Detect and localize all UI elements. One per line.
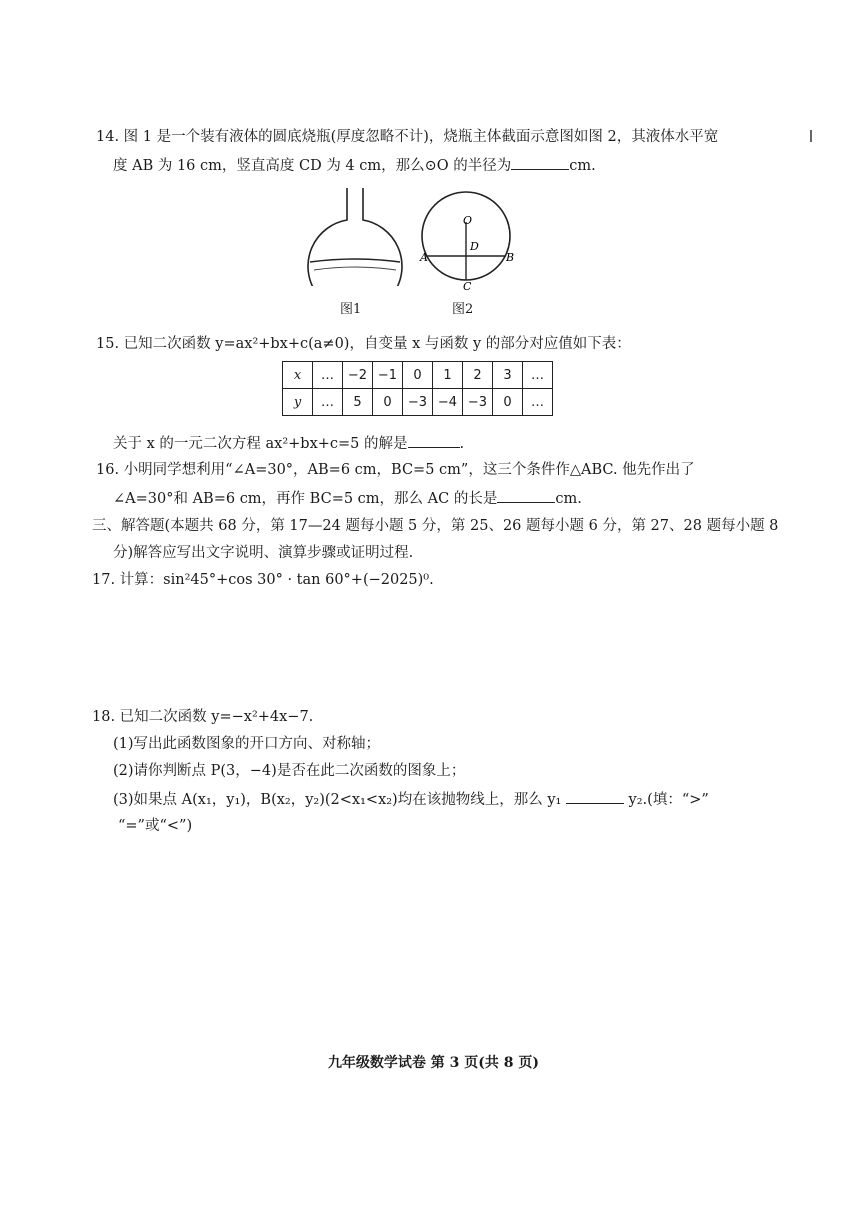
q18-part3-a: (3)如果点 A(x₁，y₁)，B(x₂，y₂)(2<x₁<x₂)均在该抛物线上，那么 y₁ xyxy=(113,792,562,808)
q18-answer-blank[interactable] xyxy=(566,789,624,804)
page-footer: 九年级数学试卷 第 3 页(共 8 页) xyxy=(327,1055,540,1071)
table-cell: 1 xyxy=(433,362,463,389)
q16-answer-blank[interactable] xyxy=(497,488,555,503)
q15-intro: 15. 已知二次函数 y=ax²+bx+c(a≠0)，自变量 x 与函数 y 的部分对应值如下表： xyxy=(96,336,631,352)
q14-line1: 14. 图 1 是一个装有液体的圆底烧瓶(厚度忽略不计)，烧瓶主体截面示意图如图 2，其液体水平宽 xyxy=(96,129,719,145)
table-cell: −2 xyxy=(343,362,373,389)
q14-line2 xyxy=(113,155,596,176)
table-cell: x xyxy=(283,362,313,389)
q14-answer-blank[interactable] xyxy=(511,155,569,170)
label-d: D xyxy=(470,240,479,253)
label-a: A xyxy=(420,251,428,264)
table-cell: 3 xyxy=(493,362,523,389)
q16-unit: cm. xyxy=(555,491,582,507)
table-cell: 2 xyxy=(463,362,493,389)
q15-answer-blank[interactable] xyxy=(408,433,460,448)
q15-question-line xyxy=(113,433,464,454)
scan-edge-mark xyxy=(810,130,812,142)
table-cell: 0 xyxy=(493,389,523,416)
label-o: O xyxy=(463,214,473,227)
label-c: C xyxy=(463,280,472,290)
table-cell: −3 xyxy=(403,389,433,416)
q18-intro: 18. 已知二次函数 y=−x²+4x−7. xyxy=(92,709,314,725)
table-cell: y xyxy=(283,389,313,416)
q17-text: 17. 计算：sin²45°+cos 30° · tan 60°+(−2025)⁰. xyxy=(92,572,434,588)
q14-unit: cm. xyxy=(569,158,596,174)
table-cell: 0 xyxy=(373,389,403,416)
table-cell: 5 xyxy=(343,389,373,416)
table-cell: … xyxy=(523,389,553,416)
figure-2-circle xyxy=(408,186,526,290)
figure-1-flask xyxy=(300,186,410,286)
q18-part3-b: y₂.(填：“>” xyxy=(628,792,709,808)
q15-end: . xyxy=(459,436,465,452)
section3-line1: 三、解答题(本题共 68 分，第 17—24 题每小题 5 分，第 25、26 题每小题 6 分，第 27、28 题每小题 8 xyxy=(92,518,779,534)
table-cell: 0 xyxy=(403,362,433,389)
table-cell: −4 xyxy=(433,389,463,416)
q16-line1: 16. 小明同学想利用“∠A=30°，AB=6 cm，BC=5 cm”，这三个条件作△ABC. 他先作出了 xyxy=(96,462,695,478)
table-cell: −1 xyxy=(373,362,403,389)
table-cell: −3 xyxy=(463,389,493,416)
q16-line2-text: ∠A=30°和 AB=6 cm，再作 BC=5 cm，那么 AC 的长是 xyxy=(113,491,498,507)
table-cell: … xyxy=(523,362,553,389)
table-cell: … xyxy=(313,362,343,389)
table-cell: … xyxy=(313,389,343,416)
q16-line2 xyxy=(113,488,582,509)
q15-question: 关于 x 的一元二次方程 ax²+bx+c=5 的解是 xyxy=(113,436,408,452)
table-row-y xyxy=(283,389,553,416)
q18-part3-line xyxy=(113,789,709,810)
table-row-x xyxy=(283,362,553,389)
q18-part2: (2)请你判断点 P(3，−4)是否在此二次函数的图象上； xyxy=(113,763,466,779)
label-b: B xyxy=(506,251,515,264)
q14-line2-text: 度 AB 为 16 cm，竖直高度 CD 为 4 cm，那么⊙O 的半径为 xyxy=(113,158,512,174)
q18-part3-c: “=”或“<”) xyxy=(118,818,193,834)
section3-line2: 分)解答应写出文字说明、演算步骤或证明过程. xyxy=(113,545,414,561)
figure-1-caption: 图1 xyxy=(340,302,362,317)
q15-value-table xyxy=(282,361,553,416)
figure-2-caption: 图2 xyxy=(452,302,474,317)
q18-part1: (1)写出此函数图象的开口方向、对称轴； xyxy=(113,736,381,752)
